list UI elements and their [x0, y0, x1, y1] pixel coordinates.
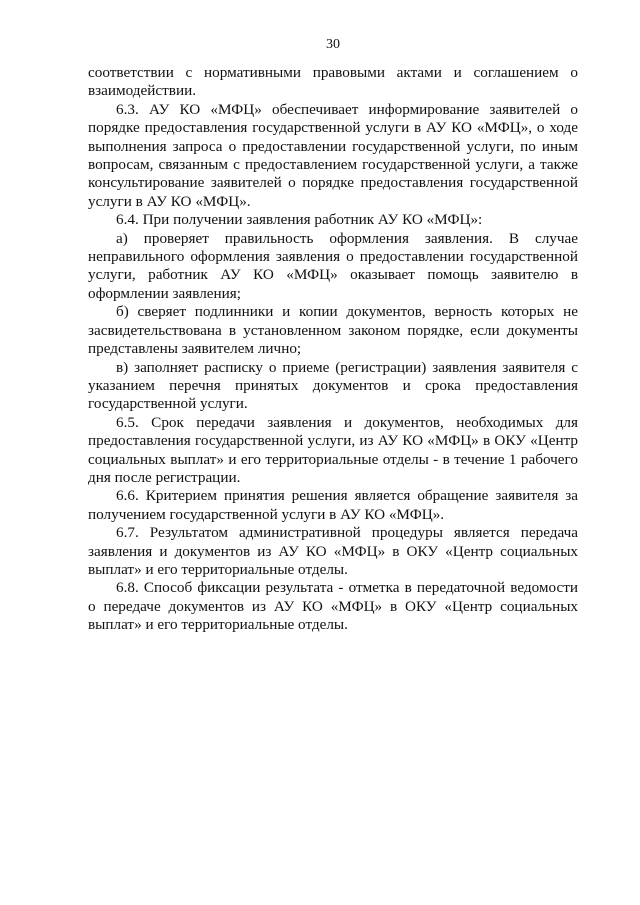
paragraph-6-5: 6.5. Срок передачи заявления и документов, необходимых для предоставления государственной услуги, из АУ КО «МФЦ» в ОКУ «Центр социальных выплат» и его территориальные отделы - в течение 1 рабочего дня после регистрации.: [88, 413, 578, 486]
paragraph-6-4-a: а) проверяет правильность оформления заявления. В случае неправильного оформления заявления о предоставлении государственной услуги, работник АУ КО «МФЦ» оказывает помощь заявителю в оформлении заявления;: [88, 229, 578, 302]
paragraph-continuation: соответствии с нормативными правовыми актами и соглашением о взаимодействии.: [88, 64, 578, 100]
paragraph-6-4-v: в) заполняет расписку о приеме (регистрации) заявления заявителя с указанием перечня принятых документов и срока предоставления государственной услуги.: [88, 358, 578, 413]
page-number: 30: [326, 37, 340, 52]
document-page: [88, 36, 578, 635]
paragraph-6-3: 6.3. АУ КО «МФЦ» обеспечивает информирование заявителей о порядке предоставления государственной услуги в АУ КО «МФЦ», о ходе выполнения запроса о предоставлении государственной услуги, по иным вопросам, связанным с предоставлением государственной услуги, а также консультирование заявителей о порядке предоставления государственной услуги в АУ КО «МФЦ».: [88, 100, 578, 210]
paragraph-6-8: 6.8. Способ фиксации результата - отметка в передаточной ведомости о передаче документов из АУ КО «МФЦ» в ОКУ «Центр социальных выплат» и его территориальные отделы.: [88, 579, 578, 634]
paragraph-6-4-b: б) сверяет подлинники и копии документов, верность которых не засвидетельствована в установленном законом порядке, если документы представлены заявителем лично;: [88, 303, 578, 358]
paragraph-6-4: 6.4. При получении заявления работник АУ КО «МФЦ»:: [116, 211, 483, 229]
paragraph-6-7: 6.7. Результатом административной процедуры является передача заявления и документов из АУ КО «МФЦ» в ОКУ «Центр социальных выплат» и его территориальные отделы.: [88, 524, 578, 578]
paragraph-6-6: 6.6. Критерием принятия решения является обращение заявителя за получением государственной услуги в АУ КО «МФЦ».: [88, 487, 578, 523]
